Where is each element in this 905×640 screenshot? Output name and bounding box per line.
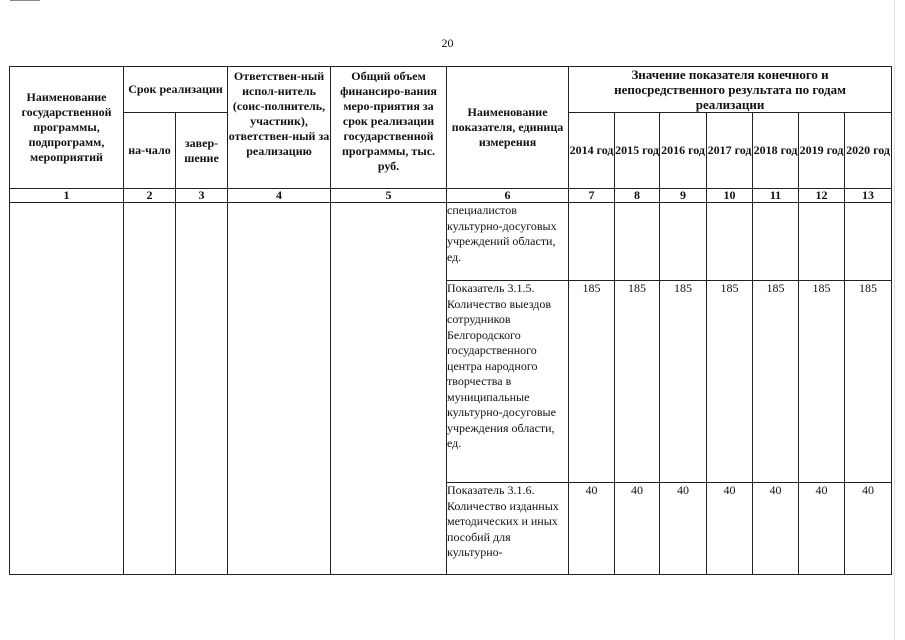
value-cell: 40 xyxy=(660,483,707,575)
value-cell: 40 xyxy=(845,483,892,575)
header-indicator: Наименование показателя, единица измерения xyxy=(447,67,569,189)
value-cell xyxy=(845,203,892,281)
header-year-2017: 2017 год xyxy=(707,113,753,189)
column-number: 12 xyxy=(799,189,845,203)
indicator-cell: специалистов культурно-досуговых учреждений области, ед. xyxy=(447,203,569,281)
value-cell xyxy=(660,203,707,281)
value-cell: 185 xyxy=(707,281,753,483)
column-number: 9 xyxy=(660,189,707,203)
header-term-end: завер-шение xyxy=(176,113,228,189)
indicators-table xyxy=(9,66,892,575)
header-program-name: Наименование государственной программы, подпрограмм, мероприятий xyxy=(10,67,124,189)
value-cell: 40 xyxy=(753,483,799,575)
column-number: 6 xyxy=(447,189,569,203)
indicator-cell: Показатель 3.1.5. Количество выездов сотрудников Белгородского государственного центра народного творчества в муниципальные культурно-досуговые учреждения области, ед. xyxy=(447,281,569,483)
scan-edge xyxy=(894,0,895,640)
header-row-1 xyxy=(10,67,892,113)
header-year-2018: 2018 год xyxy=(753,113,799,189)
column-number: 13 xyxy=(845,189,892,203)
header-year-2015: 2015 год xyxy=(615,113,660,189)
value-cell: 185 xyxy=(569,281,615,483)
value-cell: 185 xyxy=(753,281,799,483)
header-year-2014: 2014 год xyxy=(569,113,615,189)
column-number: 10 xyxy=(707,189,753,203)
header-year-2020: 2020 год xyxy=(845,113,892,189)
column-number: 5 xyxy=(331,189,447,203)
term-start-cell xyxy=(124,203,176,575)
value-cell: 40 xyxy=(569,483,615,575)
column-number: 3 xyxy=(176,189,228,203)
header-year-2016: 2016 год xyxy=(660,113,707,189)
header-term-start: на-чало xyxy=(124,113,176,189)
header-values-group: Значение показателя конечного и непосредственного результата по годам реализации xyxy=(569,67,892,113)
value-cell xyxy=(707,203,753,281)
value-cell: 40 xyxy=(707,483,753,575)
value-cell xyxy=(615,203,660,281)
column-number: 2 xyxy=(124,189,176,203)
header-term: Срок реализации xyxy=(124,67,228,113)
table-row xyxy=(10,203,892,281)
value-cell: 185 xyxy=(615,281,660,483)
header-volume: Общий объем финансиро-вания меро-приятия за срок реализации государственной программы, тыс. руб. xyxy=(331,67,447,189)
column-number: 11 xyxy=(753,189,799,203)
program-name-cell xyxy=(10,203,124,575)
value-cell: 185 xyxy=(660,281,707,483)
page-number: 20 xyxy=(441,36,454,50)
term-end-cell xyxy=(176,203,228,575)
responsible-cell xyxy=(228,203,331,575)
value-cell xyxy=(753,203,799,281)
value-cell: 40 xyxy=(615,483,660,575)
column-numbers-row xyxy=(10,189,892,203)
column-number: 1 xyxy=(10,189,124,203)
header-responsible: Ответствен-ный испол-нитель (соис-полнитель, участник), ответствен-ный за реализацию xyxy=(228,67,331,189)
column-number: 7 xyxy=(569,189,615,203)
scan-artifact xyxy=(10,0,40,4)
value-cell xyxy=(569,203,615,281)
volume-cell xyxy=(331,203,447,575)
column-number: 8 xyxy=(615,189,660,203)
value-cell: 40 xyxy=(799,483,845,575)
value-cell xyxy=(799,203,845,281)
value-cell: 185 xyxy=(799,281,845,483)
column-number: 4 xyxy=(228,189,331,203)
indicator-cell: Показатель 3.1.6. Количество изданных методических и иных пособий для культурно- xyxy=(447,483,569,575)
header-year-2019: 2019 год xyxy=(799,113,845,189)
value-cell: 185 xyxy=(845,281,892,483)
